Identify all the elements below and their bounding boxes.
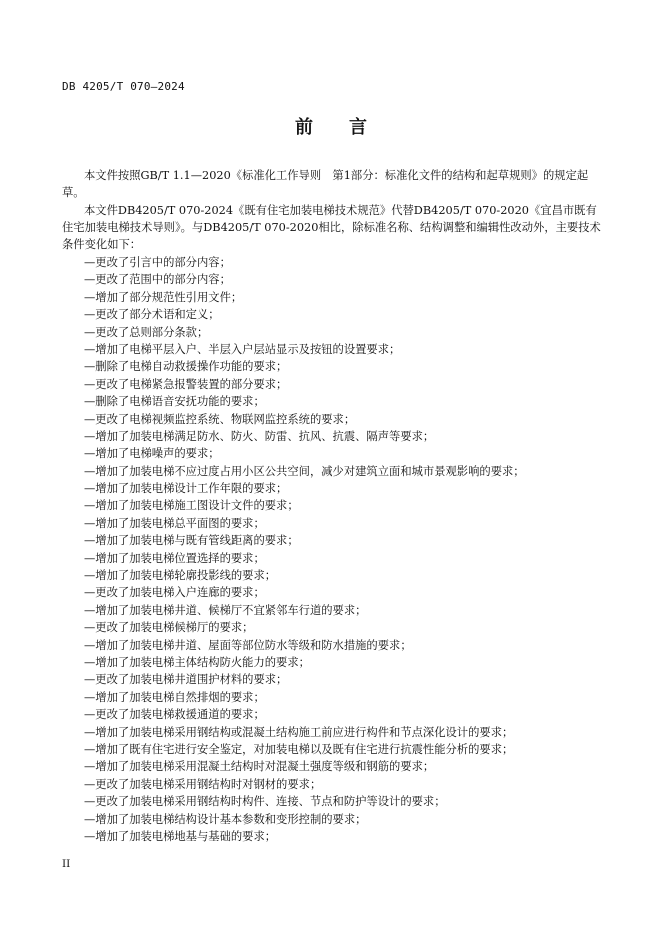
list-item: —增加了加装电梯满足防水、防火、防雷、抗风、抗震、隔声等要求； (84, 429, 435, 443)
list-item: —增加了加装电梯结构设计基本参数和变形控制的要求； (84, 812, 367, 826)
page-title: 前 言 (295, 117, 367, 138)
list-item: —增加了加装电梯采用钢结构或混凝土结构施工前应进行构件和节点深化设计的要求； (84, 725, 514, 739)
list-item: —增加了电梯平层入户、半层入户层站显示及按钮的设置要求； (84, 342, 401, 356)
list-item: —增加了加装电梯与既有管线距离的要求； (84, 534, 299, 548)
list-item: —更改了加装电梯井道围护材料的要求； (84, 673, 288, 687)
list-item: —增加了部分规范性引用文件； (84, 290, 243, 304)
list-item: —更改了加装电梯采用钢结构时构件、连接、节点和防护等设计的要求； (84, 795, 446, 809)
list-item: —更改了电梯紧急报警装置的部分要求； (84, 377, 288, 391)
list-item: —更改了引言中的部分内容； (84, 256, 231, 269)
list-item: —增加了加装电梯井道、候梯厅不宜紧邻车行道的要求； (84, 603, 367, 617)
list-item: —更改了部分术语和定义； (84, 308, 220, 322)
page-number: II (62, 858, 71, 870)
list-item: —增加了加装电梯总平面图的要求； (84, 516, 265, 530)
list-item: —增加了加装电梯施工图设计文件的要求； (84, 499, 299, 513)
list-item: —更改了加装电梯候梯厅的要求； (84, 621, 254, 635)
list-item: —更改了加装电梯救援通道的要求； (84, 708, 265, 722)
list-item: —更改了加装电梯采用钢结构时对钢材的要求； (84, 777, 322, 791)
list-item: —增加了加装电梯不应过度占用小区公共空间，减少对建筑立面和城市景观影响的要求； (84, 464, 525, 478)
list-item: —更改了总则部分条款； (84, 325, 209, 339)
list-item: —增加了电梯噪声的要求； (84, 447, 220, 461)
list-item: —增加了加装电梯设计工作年限的要求； (84, 482, 288, 496)
list-item: —增加了加装电梯井道、屋面等部位防水等级和防水措施的要求； (84, 638, 412, 652)
list-item: —增加了加装电梯地基与基础的要求； (84, 829, 277, 843)
list-item: —增加了既有住宅进行安全鉴定，对加装电梯以及既有住宅进行抗震性能分析的要求； (84, 742, 514, 756)
list-item: —删除了电梯自动救援操作功能的要求； (84, 360, 288, 374)
list-item: —更改了电梯视频监控系统、物联网监控系统的要求； (84, 412, 356, 426)
list-item: —增加了加装电梯位置选择的要求； (84, 551, 265, 565)
list-item: —更改了范围中的部分内容； (84, 273, 231, 287)
intro-paragraph-replacement: 本文件DB4205/T 070-2024《既有住宅加装电梯技术规范》代替DB4205/T 070-2020《宜昌市既有住宅加装电梯技术导则》。与DB4205/T 070-2020相比，除标准名称、结构调整和编辑性改动外，主要技术条件变化如下： (62, 204, 601, 251)
list-item: —删除了电梯语音安抚功能的要求； (84, 395, 265, 409)
changes-list (84, 254, 525, 845)
list-item: —增加了加装电梯采用混凝土结构时对混凝土强度等级和钢筋的要求； (84, 760, 435, 774)
intro-paragraph-drafting-rules: 本文件按照GB/T 1.1—2020《标准化工作导则 第1部分：标准化文件的结构和起草规则》的规定起草。 (62, 169, 589, 199)
list-item: —增加了加装电梯主体结构防火能力的要求； (84, 655, 310, 669)
list-item: —更改了加装电梯入户连廊的要求； (84, 586, 265, 600)
list-item: —增加了加装电梯自然排烟的要求； (84, 690, 265, 704)
document-code-header: DB 4205/T 070—2024 (62, 80, 185, 93)
list-item: —增加了加装电梯轮廓投影线的要求； (84, 569, 277, 583)
